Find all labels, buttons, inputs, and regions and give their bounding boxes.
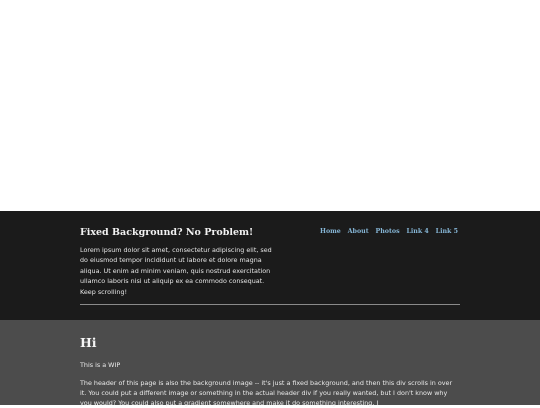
nav-link-photos[interactable]: Photos [375,228,400,235]
nav-link-4[interactable]: Link 4 [406,228,429,235]
header-intro-text: Lorem ipsum dolor sit amet, consectetur adipiscing elit, sed do eiusmod tempor incididunt ut labore et dolore magna aliqua. Ut enim ad minim veniam, quis nostrud exercitation ullamco laboris nisi ut aliquip ex ea commodo consequat. Keep scrolling! [80,246,272,296]
nav-link-home[interactable]: Home [320,228,341,235]
nav-link-5[interactable]: Link 5 [435,228,458,235]
nav-link-about[interactable]: About [347,228,369,235]
content-paragraph-description: The header of this page is also the background image -- it's just a fixed background, and then this div scrolls in over it. You could put a different image or something in the actual header div if you really wanted, but I don't know why you would? You could also put a gradient somewhere and make it do something interesting. I [80,379,453,407]
content-paragraph-wip: This is a WIP [80,361,121,369]
header-divider [80,304,460,305]
content-heading: Hi [80,335,97,350]
main-nav [320,228,458,235]
site-title: Fixed Background? No Problem! [80,227,254,238]
